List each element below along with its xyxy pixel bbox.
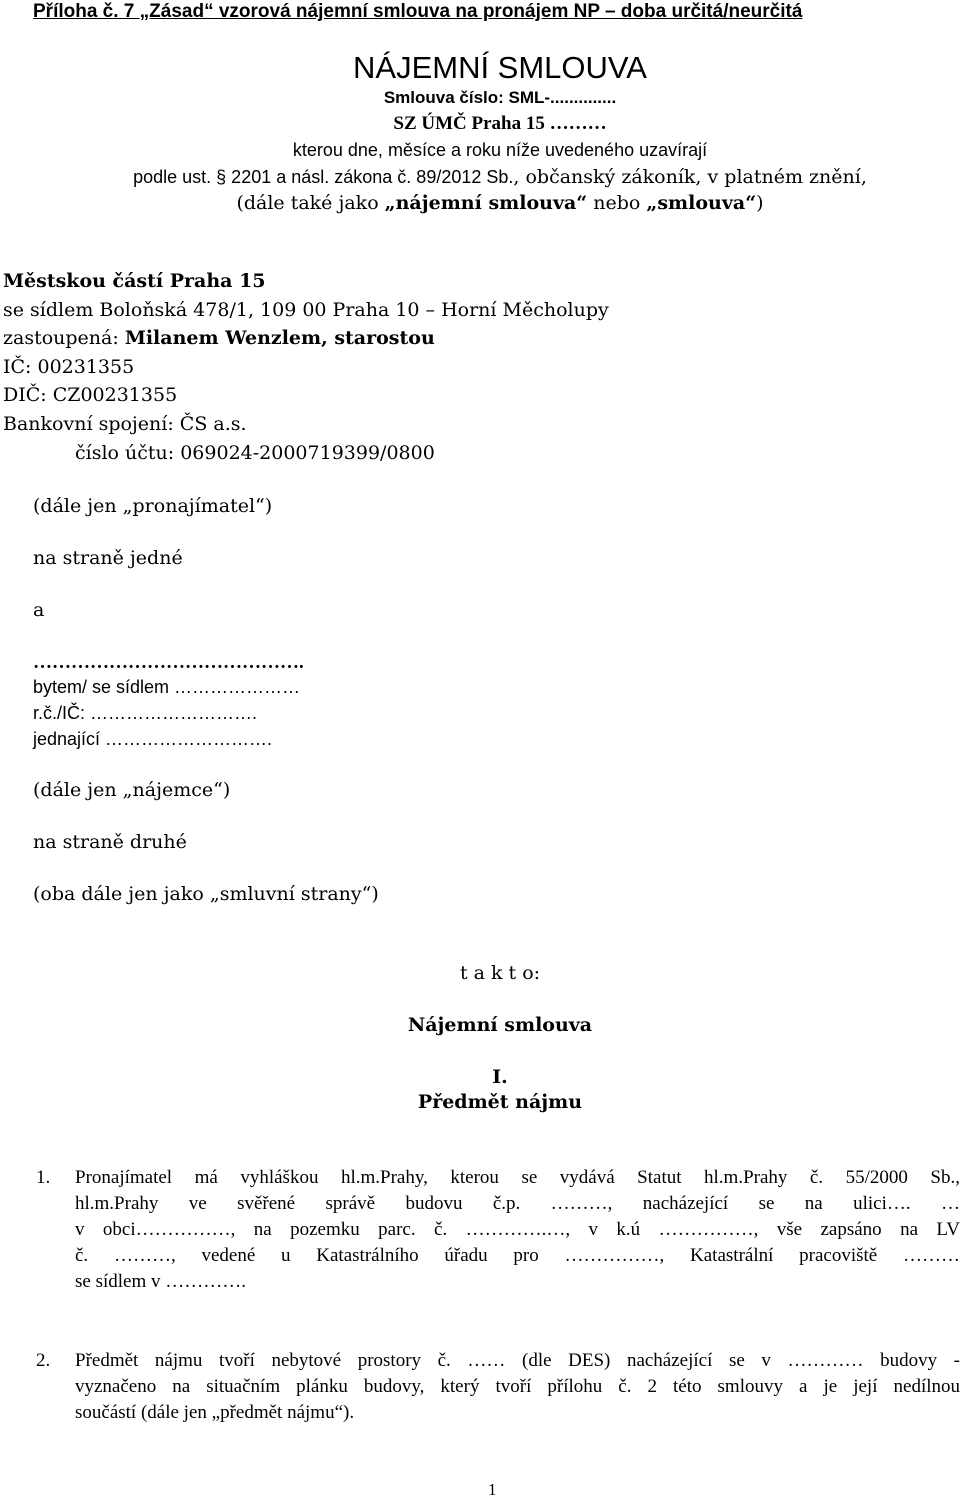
contract-alias	[0, 191, 960, 215]
item-2-line-2: vyznačeno na situačním plánku budovy, který tvoří přílohu č. 2 této smlouvy a je její nedílnou	[75, 1376, 960, 1397]
alias-part2: nebo	[587, 192, 647, 214]
conjunction-and: a	[33, 599, 45, 621]
annex-title: Příloha č. 7 „Zásad“ vzorová nájemní smlouva na pronájem NP – doba určitá/neurčitá	[33, 1, 803, 22]
contract-subtitle: kterou dne, měsíce a roku níže uvedeného uzavírají	[292, 140, 708, 160]
item-2-line-3: součástí (dále jen „předmět nájmu“).	[75, 1402, 355, 1423]
alias-contract: „nájemní smlouva“	[384, 192, 588, 214]
landlord-representative	[3, 326, 435, 350]
rep-name: Milanem Wenzlem, starostou	[124, 327, 435, 349]
legal-basis-part2: , občanský zákoník, v platném znění,	[513, 166, 867, 188]
landlord-ic: IČ: 00231355	[3, 356, 135, 378]
side-one: na straně jedné	[33, 547, 183, 569]
alias-part3: )	[756, 192, 764, 214]
tenant-alias: (dále jen „nájemce“)	[33, 779, 231, 801]
contract-title: NÁJEMNÍ SMLOUVA	[353, 50, 647, 85]
parties-alias: (oba dále jen jako „smluvní strany“)	[33, 883, 379, 905]
landlord-name: Městskou částí Praha 15	[3, 270, 266, 292]
alias-part1: (dále také jako	[236, 192, 385, 214]
contract-number: Smlouva číslo: SML-..............	[383, 88, 617, 107]
side-two: na straně druhé	[33, 831, 187, 853]
lease-heading: Nájemní smlouva	[407, 1014, 593, 1036]
item-1-line-4: č. ………, vedené u Katastrálního úřadu pro ……………, Katastrální pracoviště ………	[75, 1245, 960, 1266]
tenant-id: r.č./IČ: ……………………….	[33, 703, 258, 723]
takto: t a k t o:	[459, 962, 541, 984]
item-1-number: 1.	[36, 1167, 51, 1188]
rep-label: zastoupená:	[3, 327, 125, 349]
landlord-account: číslo účtu: 069024-2000719399/0800	[75, 442, 435, 464]
contract-sz: SZ ÚMČ Praha 15 ………	[393, 113, 607, 134]
landlord-dic: DIČ: CZ00231355	[3, 384, 178, 406]
landlord-bank: Bankovní spojení: ČS a.s.	[3, 413, 247, 435]
item-1-line-2: hl.m.Prahy ve svěřené správě budovu č.p. ………, nacházející se na ulici…. …	[75, 1193, 960, 1214]
item-1-line-3: v obci……………, na pozemku parc. č. ………….…, v k.ú ……………, vše zapsáno na LV	[75, 1219, 960, 1240]
tenant-seat: bytem/ se sídlem …………………	[33, 677, 301, 697]
tenant-representative: jednající ……………………….	[33, 729, 273, 749]
item-1-line-5: se sídlem v ………….	[75, 1271, 246, 1292]
section-number: I.	[492, 1066, 508, 1088]
item-2-line-1: Předmět nájmu tvoří nebytové prostory č. …… (dle DES) nacházející se v ………… budovy -	[75, 1350, 960, 1371]
item-2-number: 2.	[36, 1350, 51, 1371]
legal-basis-part1: podle ust. § 2201 a násl. zákona č. 89/2012 Sb.	[133, 167, 514, 187]
contract-legal-basis	[0, 165, 960, 190]
landlord-seat: se sídlem Boloňská 478/1, 109 00 Praha 10 – Horní Měcholupy	[3, 299, 609, 321]
landlord-alias: (dále jen „pronajímatel“)	[33, 495, 273, 517]
alias-smlouva: „smlouva“	[646, 192, 757, 214]
item-1-line-1: Pronajímatel má vyhláškou hl.m.Prahy, kterou se vydává Statut hl.m.Prahy č. 55/2000 Sb.,	[75, 1167, 960, 1188]
page-number: 1	[488, 1480, 497, 1499]
tenant-name-blank: …………………………………….	[33, 652, 304, 673]
section-title: Předmět nájmu	[417, 1091, 583, 1113]
